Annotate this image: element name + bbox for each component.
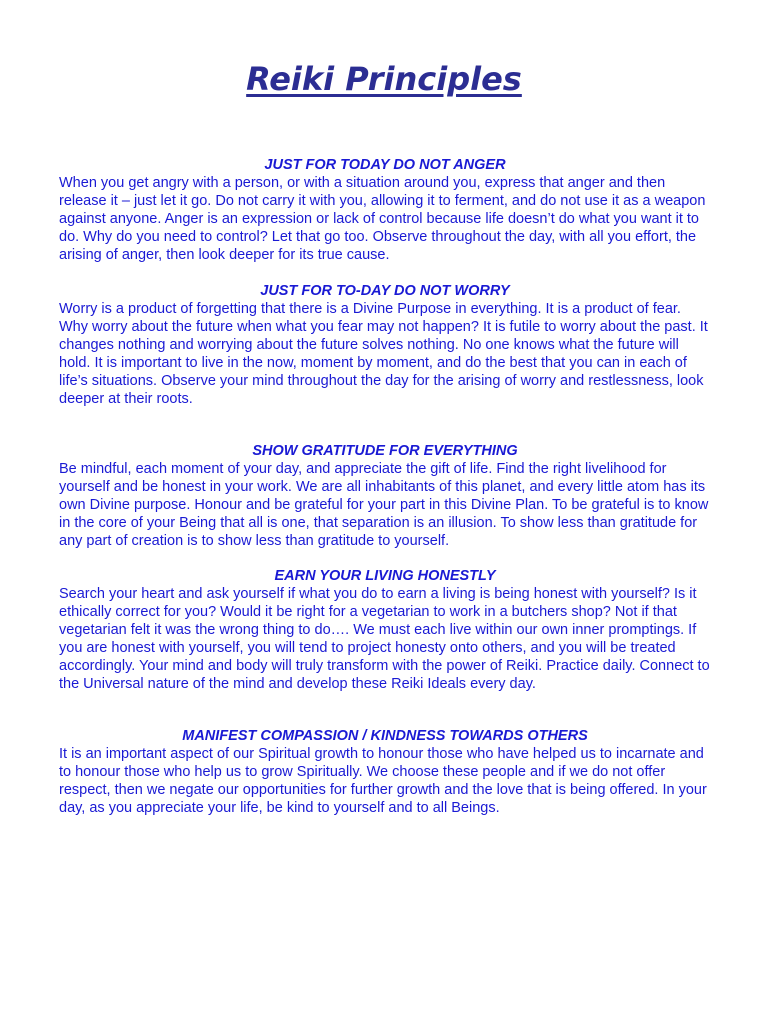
section-body: Worry is a product of forgetting that there is a Divine Purpose in everything. It is a product of fear. Why worry about the future when what you fear may not happen? It is futile to worry about the past. It changes nothing and worrying about the future solves nothing. No one knows what the future will hold. It is important to live in the now, moment by moment, and do the best that you can in each of life’s situations. Observe your mind throughout the day for the arising of worry and restlessness, look deeper at their roots. xyxy=(59,301,708,407)
page-title: Reiki Principles xyxy=(246,60,522,98)
section-body: Search your heart and ask yourself if what you do to earn a living is being honest with yourself? Is it ethically correct for you? Would it be right for a vegetarian to work in a butchers shop? Not if that vegetarian felt it was the wrong thing to do…. We must each live within our own inner promptings. If you are honest with yourself, you will tend to project honesty onto others, and you will be treated accordingly. Your mind and body will truly transform with the power of Reiki. Practice daily. Connect to the Universal nature of the mind and develop these Reiki Ideals every day. xyxy=(59,586,710,692)
section-heading: JUST FOR TODAY DO NOT ANGER xyxy=(264,157,506,173)
principle-section-anger xyxy=(59,156,711,264)
section-heading: MANIFEST COMPASSION / KINDNESS TOWARDS OTHERS xyxy=(182,728,588,744)
principle-section-gratitude xyxy=(59,442,711,550)
section-body: It is an important aspect of our Spiritual growth to honour those who have helped us to incarnate and to honour those who help us to grow Spiritually. We choose these people and if we do not offer respect, then we negate our opportunities for further growth and the love that is being offered. In your day, as you appreciate your life, be kind to yourself and to all Beings. xyxy=(59,746,707,816)
section-heading: JUST FOR TO-DAY DO NOT WORRY xyxy=(260,283,510,299)
principle-section-worry xyxy=(59,282,711,408)
principle-section-compassion xyxy=(59,727,711,817)
principle-section-honesty xyxy=(59,567,711,693)
section-body: When you get angry with a person, or with a situation around you, express that anger and then release it – just let it go. Do not carry it with you, allowing it to ferment, and do not use it as a weapon against anyone. Anger is an expression or lack of control because life doesn’t do what you want it to do. Why do you need to control? Let that go too. Observe throughout the day, with all you effort, the arising of anger, then look deeper for its true cause. xyxy=(59,175,706,263)
section-heading: EARN YOUR LIVING HONESTLY xyxy=(274,568,496,584)
section-body: Be mindful, each moment of your day, and appreciate the gift of life. Find the right livelihood for yourself and be honest in your work. We are all inhabitants of this planet, and every little atom has its own Divine purpose. Honour and be grateful for your part in this Divine Plan. To be grateful is to know in the core of your Being that all is one, that separation is an illusion. To show less than gratitude for any part of creation is to show less than gratitude to yourself. xyxy=(59,461,709,549)
section-heading: SHOW GRATITUDE FOR EVERYTHING xyxy=(252,443,518,459)
